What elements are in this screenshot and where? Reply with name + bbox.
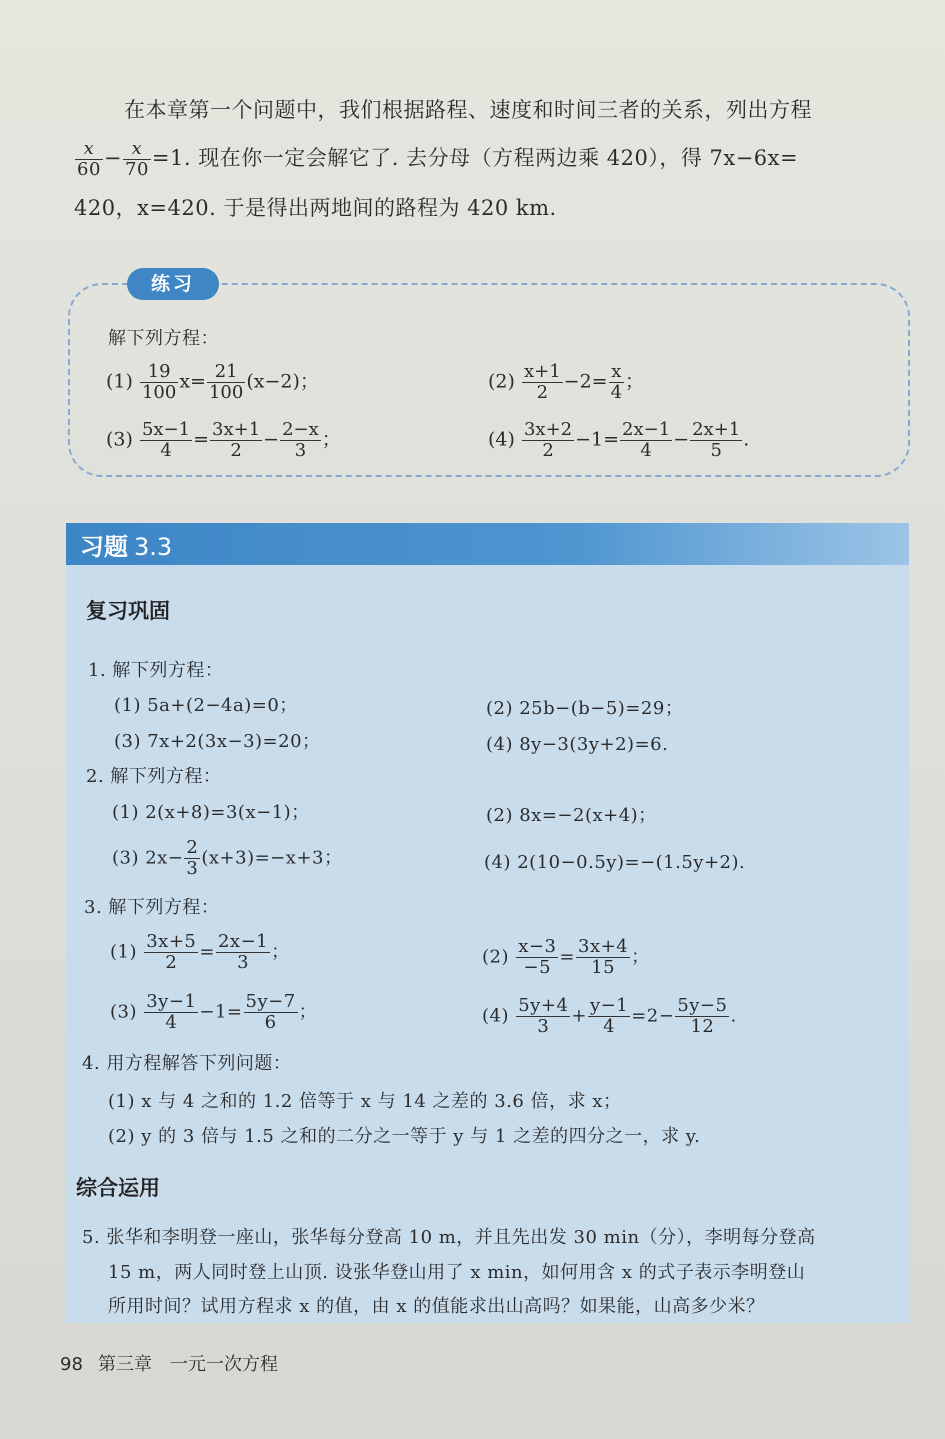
- intro-line-3: [74, 196, 557, 220]
- practice-item-4: (4) $\frac{3x+2}{2}$ −1= $\frac{2x-1}{4}$ − $\frac{2x+1}{5}$ .: [488, 419, 750, 461]
- exercises-title: [80, 527, 172, 562]
- exercises-header-bar: [66, 523, 909, 565]
- q1-item-3: (3) 7x+2(3x−3)=20；: [114, 731, 321, 752]
- q1-item-4: (4) 8y−3(3y+2)=6.: [486, 734, 669, 755]
- q1-stem: 1. 解下列方程：: [88, 660, 224, 681]
- q2-item-4: (4) 2(10−0.5y)=−(1.5y+2).: [484, 852, 746, 873]
- intro-line-3-text: 420，x=420. 于是得出两地间的路程为 420 km.: [74, 196, 557, 220]
- q5-line-2: 15 m，两人同时登上山顶. 设张华登山用了 x min，如何用含 x 的式子表示李明登山: [108, 1262, 806, 1283]
- exercises-title-prefix: 习题: [80, 533, 128, 561]
- exercises-background: [66, 523, 909, 1323]
- q1-item-1: (1) 5a+(2−4a)=0；: [114, 695, 298, 716]
- q3-item-2: (2) $\frac{x-3}{-5}$ = $\frac{3x+4}{15}$ ；: [482, 936, 650, 978]
- section-review-heading: 复习巩固: [86, 599, 170, 623]
- q4-stem: 4. 用方程解答下列问题：: [82, 1053, 292, 1074]
- intro-line-2-text: =1. 现在你一定会解它了. 去分母（方程两边乘 420），得 7x−6x=: [151, 146, 799, 170]
- practice-item-1: (1) $\frac{19}{100}$ x= $\frac{21}{100}$ (x−2)；: [106, 361, 319, 403]
- intro-line-2: [74, 139, 798, 180]
- practice-item-2: (2) $\frac{x+1}{2}$ −2= $\frac{x}{4}$ ；: [488, 361, 645, 403]
- practice-item-4-label: (4): [488, 428, 515, 451]
- q3-item-1: (1) $\frac{3x+5}{2}$ = $\frac{2x-1}{3}$ ；: [110, 931, 290, 973]
- practice-item-3: (3) $\frac{5x-1}{4}$ = $\frac{3x+1}{2}$ − $\frac{2-x}{3}$ ；: [106, 419, 341, 461]
- exercises-title-number: 3.3: [134, 533, 173, 561]
- q4-item-1: (1) x 与 4 之和的 1.2 倍等于 x 与 14 之差的 3.6 倍，求 x；: [108, 1091, 622, 1112]
- chapter-label: 第三章 一元一次方程: [98, 1354, 278, 1375]
- intro-line-1-text: 在本章第一个问题中，我们根据路程、速度和时间三者的关系，列出方程: [124, 98, 812, 122]
- q2-item-1: (1) 2(x+8)=3(x−1)；: [112, 802, 310, 823]
- q2-stem: 2. 解下列方程：: [86, 766, 222, 787]
- practice-item-1-label: (1): [106, 370, 133, 393]
- practice-item-2-label: (2): [488, 370, 515, 393]
- q3-item-3: (3) $\frac{3y-1}{4}$ −1= $\frac{5y-7}{6}$ ；: [110, 991, 318, 1033]
- q2-item-2: (2) 8x=−2(x+4)；: [486, 805, 657, 826]
- q3-stem: 3. 解下列方程：: [84, 897, 220, 918]
- q1-item-2: (2) 25b−(b−5)=29；: [486, 698, 684, 719]
- intro-line-1: [124, 98, 812, 122]
- practice-tab: 练习: [127, 268, 219, 300]
- page-number: 98: [60, 1354, 83, 1375]
- practice-instruction: 解下列方程：: [108, 328, 219, 349]
- q5-line-3: 所用时间？试用方程求 x 的值，由 x 的值能求出山高吗？如果能，山高多少米？: [108, 1296, 765, 1317]
- q4-item-2: (2) y 的 3 倍与 1.5 之和的二分之一等于 y 与 1 之差的四分之一，求 y.: [108, 1126, 701, 1147]
- practice-item-3-label: (3): [106, 428, 133, 451]
- page-footer: [60, 1350, 278, 1376]
- section-apply-heading: 综合运用: [76, 1176, 160, 1200]
- intro-fraction-2: $\frac{x}{70}$: [125, 138, 149, 180]
- q5-line-1: 5. 张华和李明登一座山，张华每分登高 10 m，并且先出发 30 min（分），李明每分登高: [82, 1227, 816, 1248]
- intro-fraction-1: $\frac{x}{60}$: [77, 138, 101, 180]
- q2-item-3: (3) 2x− $\frac{2}{3}$ (x+3)=−x+3；: [112, 837, 343, 879]
- q3-item-4: (4) $\frac{5y+4}{3}$ + $\frac{y-1}{4}$ =2− $\frac{5y-5}{12}$ .: [482, 995, 737, 1037]
- intro-minus: −: [103, 146, 123, 170]
